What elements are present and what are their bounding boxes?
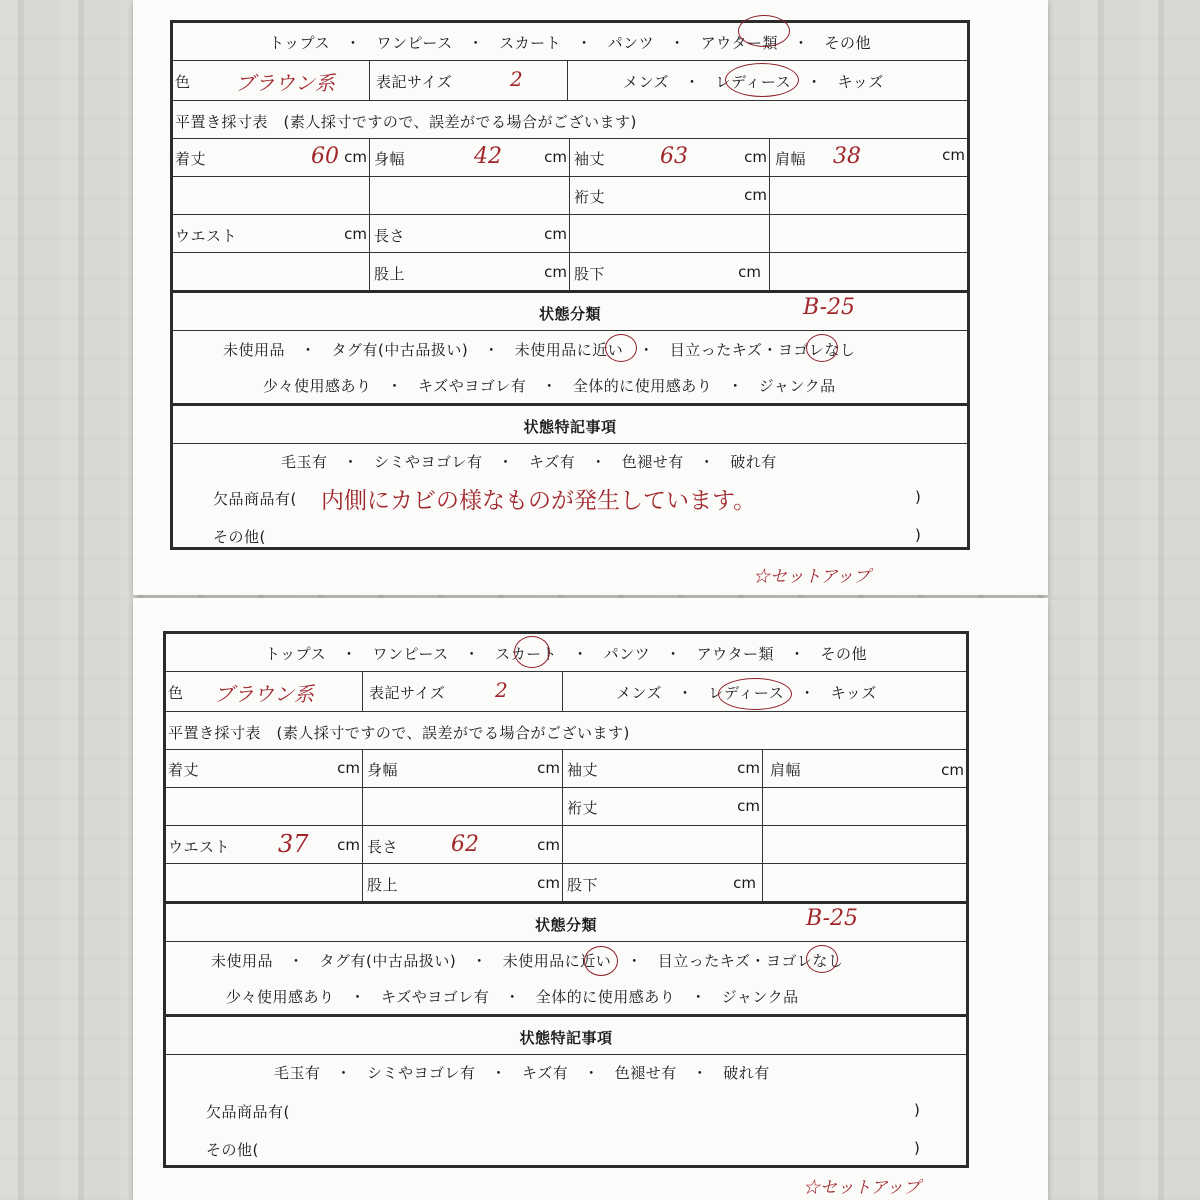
color-size-row — [173, 61, 967, 101]
length-value: 60 — [311, 144, 339, 169]
condition-line-1: 未使用品 ・ タグ有(中古品扱い) ・ 未使用品に近い ・ 目立ったキズ・ヨゴレなし — [211, 952, 844, 970]
unit-label: cm — [737, 759, 760, 777]
gender-options: メンズ ・ レディース ・ キッズ — [616, 684, 877, 702]
unit-label: cm — [337, 836, 360, 854]
unit-label: cm — [733, 874, 756, 892]
other-label: その他( — [206, 1141, 259, 1159]
condition-line-1: 未使用品 ・ タグ有(中古品扱い) ・ 未使用品に近い ・ 目立ったキズ・ヨゴレなし — [223, 341, 856, 359]
missing-label: 欠品商品有( — [206, 1103, 290, 1121]
notes-title: 状態特記事項 — [523, 418, 617, 436]
unit-label: cm — [537, 836, 560, 854]
condition-title: 状態分類 — [534, 916, 597, 934]
unit-label: cm — [744, 186, 767, 204]
unit-label: cm — [537, 874, 560, 892]
color-value: ブラウン系 — [235, 71, 335, 95]
body-width-label: 身幅 — [374, 150, 406, 168]
unit-label: cm — [537, 759, 560, 777]
length-label: 着丈 — [168, 761, 200, 779]
color-label: 色 — [168, 684, 184, 702]
gender-options: メンズ ・ レディース ・ キッズ — [623, 73, 884, 91]
footer-note: ☆セットアップ — [753, 567, 871, 587]
unit-label: cm — [544, 225, 567, 243]
size-label: 表記サイズ — [376, 73, 453, 91]
unit-label: cm — [544, 263, 567, 281]
size-value: 2 — [510, 67, 523, 91]
waist-value: 37 — [278, 830, 309, 858]
unit-label: cm — [344, 148, 367, 166]
category-options: トップス ・ ワンピース ・ スカート ・ パンツ ・ アウター類 ・ その他 — [265, 645, 867, 663]
close-paren: ) — [914, 1139, 921, 1157]
notes-options: 毛玉有 ・ シミやヨゴレ有 ・ キズ有 ・ 色褪せ有 ・ 破れ有 — [274, 1064, 770, 1082]
category-row — [166, 634, 966, 672]
unit-label: cm — [544, 148, 567, 166]
sleeve-value: 63 — [660, 144, 688, 169]
condition-code: B-25 — [806, 906, 859, 931]
ladies-selection-circle — [718, 678, 792, 710]
ladies-selection-circle — [725, 63, 799, 97]
condition-circle-no-damage — [806, 945, 838, 973]
condition-circle-near-unused — [605, 334, 637, 362]
color-size-row — [166, 672, 966, 712]
color-label: 色 — [175, 73, 191, 91]
condition-circle-no-damage — [806, 334, 838, 362]
rise-label: 股上 — [367, 876, 399, 894]
condition-options — [173, 331, 967, 406]
other-label: その他( — [213, 528, 266, 546]
form-table — [163, 631, 969, 1168]
measure-row-1 — [166, 750, 966, 788]
condition-title-row — [166, 904, 966, 942]
notes-title: 状態特記事項 — [519, 1029, 613, 1047]
rise-label: 股上 — [374, 265, 406, 283]
measure-row-3 — [173, 215, 967, 253]
color-value: ブラウン系 — [214, 682, 314, 706]
measure-title: 平置き採寸表 (素人採寸ですので、誤差がでる場合がございます) — [168, 724, 630, 742]
unit-label: cm — [344, 225, 367, 243]
notes-body — [173, 444, 967, 552]
measure-row-3 — [166, 826, 966, 864]
unit-label: cm — [941, 761, 964, 779]
shoulder-label: 肩幅 — [775, 150, 807, 168]
condition-line-2: 少々使用感あり ・ キズやヨゴレ有 ・ 全体的に使用感あり ・ ジャンク品 — [226, 988, 799, 1006]
notes-title-row — [166, 1017, 966, 1055]
unit-label: cm — [744, 148, 767, 166]
condition-code: B-25 — [803, 295, 856, 320]
nagasa-label: 長さ — [367, 838, 399, 856]
measure-row-4 — [173, 253, 967, 293]
yuki-label: 裄丈 — [567, 799, 599, 817]
waist-label: ウエスト — [175, 227, 238, 245]
listing-form-sheet-bottom — [133, 598, 1048, 1200]
nagasa-label: 長さ — [374, 227, 406, 245]
sleeve-label: 袖丈 — [567, 761, 599, 779]
condition-circle-near-unused — [584, 946, 618, 976]
waist-label: ウエスト — [168, 838, 231, 856]
measure-row-2 — [166, 788, 966, 826]
nagasa-value: 62 — [451, 832, 479, 857]
category-row — [173, 23, 967, 61]
close-paren: ) — [915, 526, 922, 544]
size-label: 表記サイズ — [369, 684, 446, 702]
missing-label: 欠品商品有( — [213, 490, 297, 508]
yuki-label: 裄丈 — [574, 188, 606, 206]
shoulder-value: 38 — [833, 144, 861, 169]
body-width-label: 身幅 — [367, 761, 399, 779]
size-value: 2 — [495, 678, 508, 702]
measure-row-2 — [173, 177, 967, 215]
close-paren: ) — [914, 1101, 921, 1119]
outerwear-selection-circle — [738, 15, 790, 47]
measure-row-4 — [166, 864, 966, 904]
measure-title-row — [166, 712, 966, 750]
condition-options — [166, 942, 966, 1017]
body-width-value: 42 — [474, 144, 502, 169]
close-paren: ) — [915, 488, 922, 506]
notes-body — [166, 1055, 966, 1165]
inseam-label: 股下 — [574, 265, 606, 283]
category-options: トップス ・ ワンピース ・ スカート ・ パンツ ・ アウター類 ・ その他 — [269, 34, 871, 52]
listing-form-sheet-top — [133, 0, 1048, 595]
unit-label: cm — [737, 797, 760, 815]
measure-row-1 — [173, 139, 967, 177]
unit-label: cm — [942, 146, 965, 164]
condition-line-2: 少々使用感あり ・ キズやヨゴレ有 ・ 全体的に使用感あり ・ ジャンク品 — [263, 377, 836, 395]
skirt-selection-circle — [514, 636, 550, 668]
condition-title: 状態分類 — [538, 305, 601, 323]
sleeve-label: 袖丈 — [574, 150, 606, 168]
inseam-label: 股下 — [567, 876, 599, 894]
notes-options: 毛玉有 ・ シミやヨゴレ有 ・ キズ有 ・ 色褪せ有 ・ 破れ有 — [281, 453, 777, 471]
form-table — [170, 20, 970, 550]
unit-label: cm — [738, 263, 761, 281]
missing-value: 内側にカビの様なものが発生しています。 — [321, 488, 757, 514]
notes-title-row — [173, 406, 967, 444]
length-label: 着丈 — [175, 150, 207, 168]
unit-label: cm — [337, 759, 360, 777]
condition-title-row — [173, 293, 967, 331]
measure-title-row — [173, 101, 967, 139]
measure-title: 平置き採寸表 (素人採寸ですので、誤差がでる場合がございます) — [175, 113, 637, 131]
footer-note: ☆セットアップ — [803, 1178, 921, 1198]
shoulder-label: 肩幅 — [770, 761, 802, 779]
